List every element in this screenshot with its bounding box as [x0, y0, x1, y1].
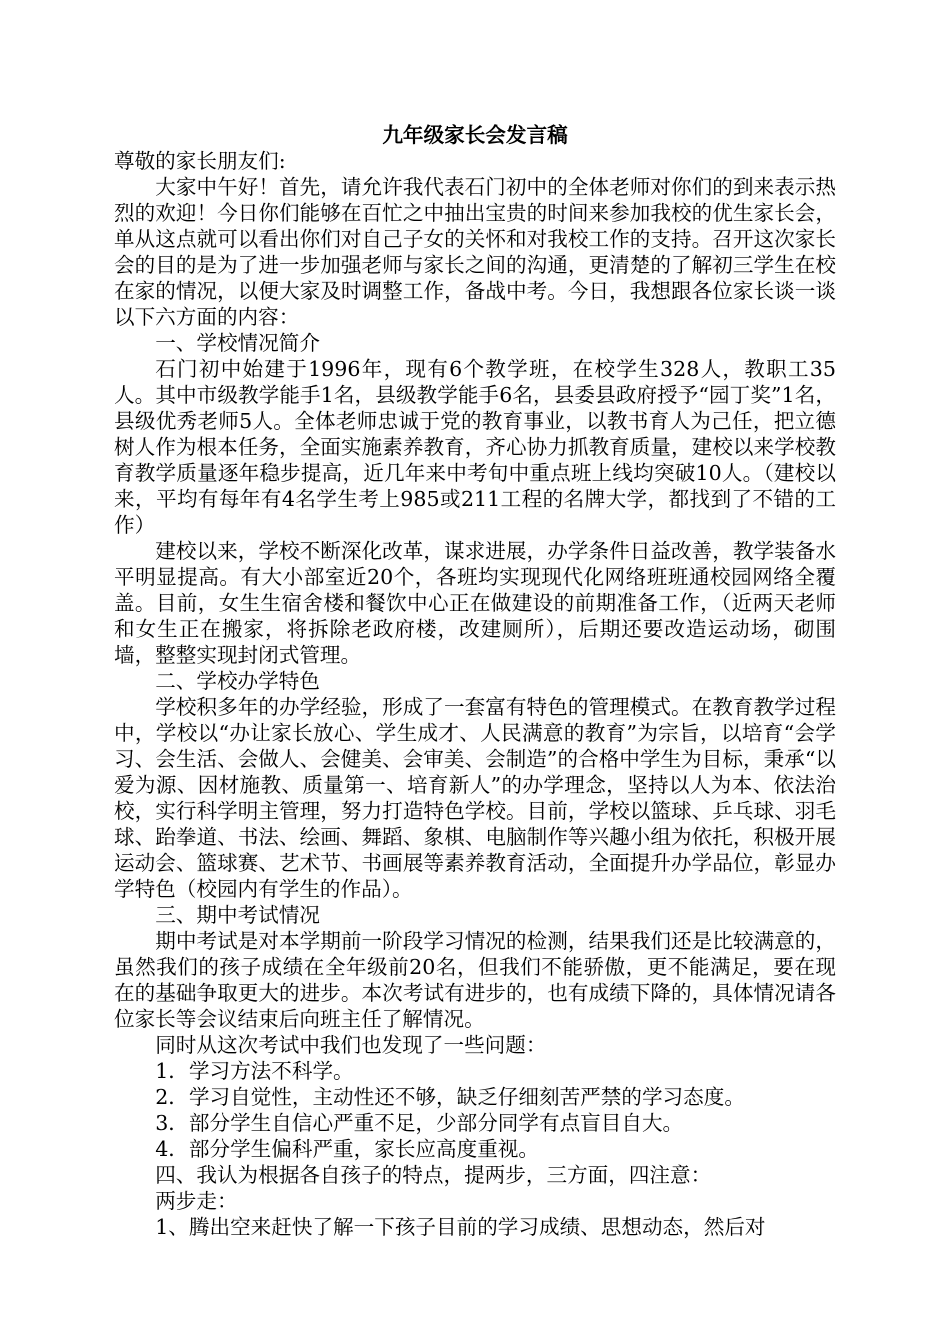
subheading-two-steps: 两步走： [155, 1189, 238, 1213]
document-title: 九年级家长会发言稿 [382, 123, 568, 147]
paragraph-school-features: 学校积多年的办学经验，形成了一套富有特色的管理模式。在教育教学过程中，学校以“办让家长放心、学生成才、人民满意的教育”为宗旨，以培育“会学习、会生活、会做人、会健美、会审美、会制造”的合格中学生为目标，秉承“以爱为源、因材施教、质量第一、培育新人”的办学理念，坚持以人为本、依法治校，实行科学明主管理，努力打造特色学校。目前，学校以篮球、乒乓球、羽毛球、跆拳道、书法、绘画、舞蹈、象棋、电脑制作等兴趣小组为依托，积极开展运动会、篮球赛、艺术节、书画展等素养教育活动，全面提升办学品位，彰显办学特色（校园内有学生的作品）。 [114, 695, 836, 901]
salutation: 尊敬的家长朋友们: [114, 149, 286, 173]
paragraph-school-reform: 建校以来，学校不断深化改革，谋求进展，办学条件日益改善，教学装备水平明显提高。有大小部室近20个，各班均实现现代化网络班班通校园网络全覆盖。目前，女生生宿舍楼和餐饮中心正在做建设的前期准备工作，（近两天老师和女生正在搬家，将拆除老政府楼，改建厕所），后期还要改造运动场，砌围墙，整整实现封闭式管理。 [114, 539, 836, 667]
section-heading-suggestions: 四、我认为根据各自孩子的特点，提两步，三方面，四注意： [155, 1163, 712, 1187]
section-heading-school-features: 二、学校办学特色 [155, 669, 320, 693]
paragraph-problems-intro: 同时从这次考试中我们也发现了一些问题： [155, 1033, 547, 1057]
list-item-problem-1: 1．学习方法不科学。 [155, 1059, 354, 1083]
paragraph-intro: 大家中午好！首先，请允许我代表石门初中的全体老师对你们的到来表示热烈的欢迎！今日你们能够在百忙之中抽出宝贵的时间来参加我校的优生家长会，单从这点就可以看出你们对自己子女的关怀和对我校工作的支持。召开这次家长会的目的是为了进一步加强老师与家长之间的沟通，更清楚的了解初三学生在校在家的情况，以便大家及时调整工作，备战中考。今日，我想跟各位家长谈一谈以下六方面的内容： [114, 175, 836, 329]
list-item-problem-2: 2．学习自觉性，主动性还不够，缺乏仔细刻苦严禁的学习态度。 [155, 1085, 745, 1109]
section-heading-school-overview: 一、学校情况简介 [155, 331, 320, 355]
document-page [114, 122, 836, 1240]
list-item-step-1: 1、腾出空来赶快了解一下孩子目前的学习成绩、思想动态，然后对 [155, 1215, 766, 1239]
list-item-problem-4: 4．部分学生偏科严重，家长应高度重视。 [155, 1137, 539, 1161]
paragraph-midterm: 期中考试是对本学期前一阶段学习情况的检测，结果我们还是比较满意的，虽然我们的孩子成绩在全年级前20名，但我们不能骄傲，更不能满足，要在现在的基础争取更大的进步。本次考试有进步的，也有成绩下降的，具体情况请各位家长等会议结束后向班主任了解情况。 [114, 929, 836, 1031]
list-item-problem-3: 3．部分学生自信心严重不足，少部分同学有点盲目自大。 [155, 1111, 684, 1135]
paragraph-school-overview: 石门初中始建于1996年，现有6个教学班，在校学生328人，教职工35人。其中市级教学能手1名，县级教学能手6名，县委县政府授予“园丁奖”1名，县级优秀老师5人。全体老师忠诚于党的教育事业，以教书育人为己任，把立德树人作为根本任务，全面实施素养教育，齐心协力抓教育质量，建校以来学校教育教学质量逐年稳步提高，近几年来中考旬中重点班上线均突破10人。（建校以来，平均有每年有4名学生考上985或211工程的名牌大学，都找到了不错的工作） [114, 357, 836, 537]
section-heading-midterm: 三、期中考试情况 [155, 903, 320, 927]
